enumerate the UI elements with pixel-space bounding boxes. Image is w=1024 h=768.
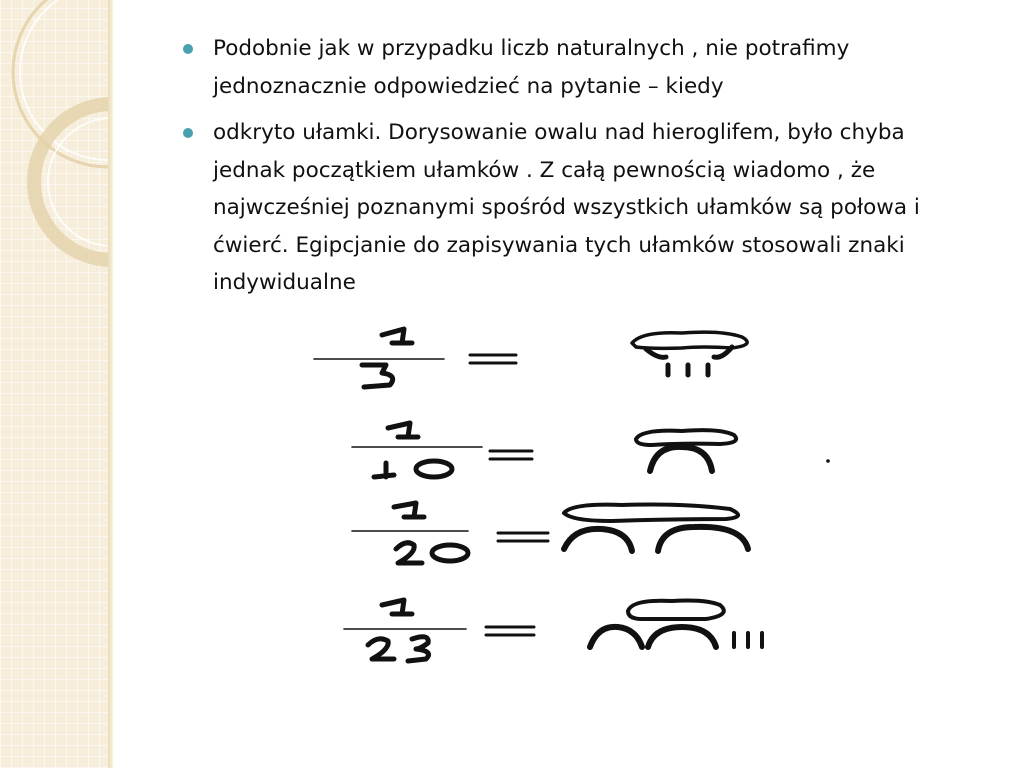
bullet-item — [182, 114, 982, 302]
bullet-dot-icon — [183, 128, 193, 138]
fraction-row — [352, 503, 748, 563]
bullet-dot-icon — [183, 44, 193, 54]
bullet-text: Podobnie jak w przypadku liczb naturalnych , nie potrafimy jednoznacznie odpowiedzieć na pytanie – kiedy — [213, 36, 850, 99]
bullet-text: odkryto ułamki. Dorysowanie owalu nad hieroglifem, było chyba jednak początkiem ułamków . Z całą pewnością wiadomo , że najwcześniej poznanymi spośród wszystkich ułamków są połowa i ćwierć. Egipcjanie do zapisywania tych ułamków stosowali znaki indywidualne — [213, 120, 920, 295]
decorative-rings — [0, 0, 110, 320]
fraction-row — [314, 329, 747, 387]
egyptian-fractions-image — [302, 313, 880, 705]
bullet-list — [182, 30, 982, 311]
bullet-item — [182, 30, 982, 105]
sidebar-edge — [108, 0, 114, 768]
decorative-sidebar — [0, 0, 110, 768]
egyptian-fractions-figure — [302, 313, 880, 705]
fraction-row — [352, 423, 830, 477]
fraction-row — [344, 600, 762, 661]
